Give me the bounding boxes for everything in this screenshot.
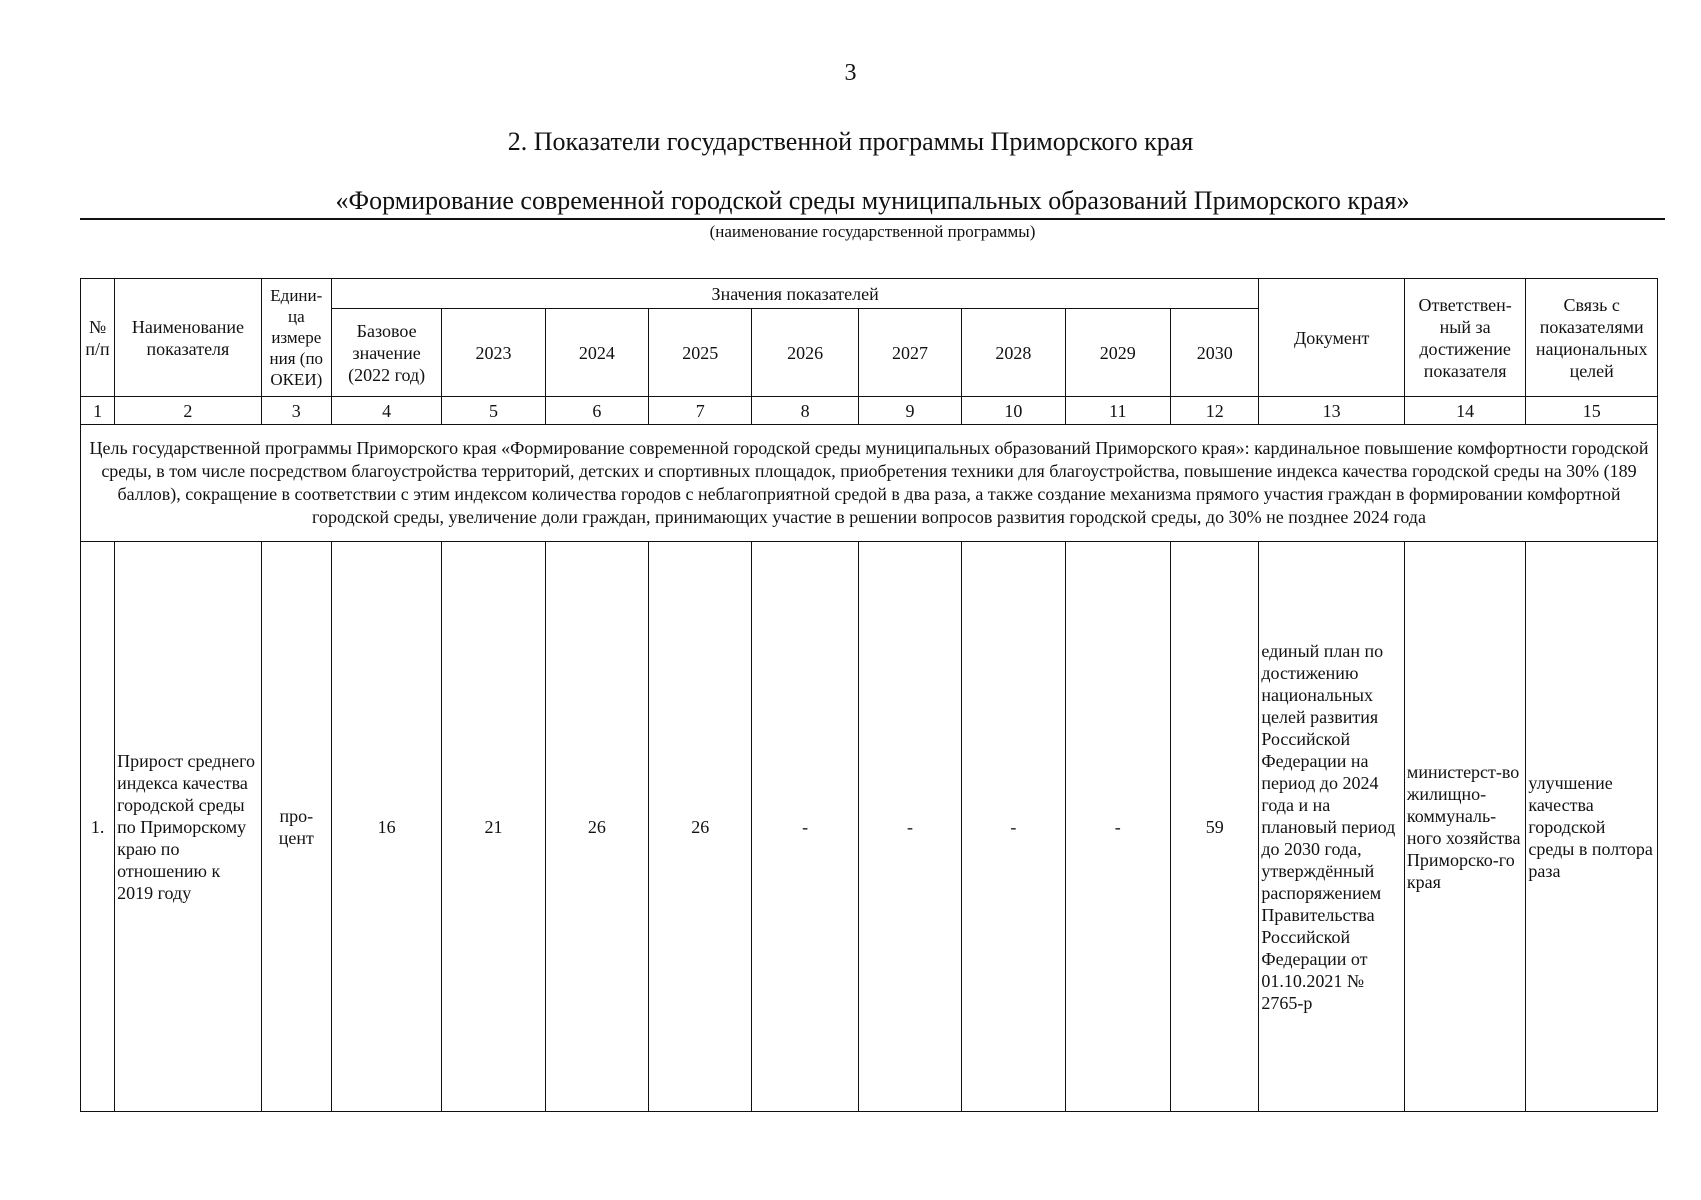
base-value: 16 <box>331 542 441 1112</box>
document-cell: единый план по достижению национальных целей развития Российской Федерации на период до 2024 года и на плановый период до 2030 года, утверждённый распоряжением Правительства Российской Федерации от 01.10.2021 № 2765-р <box>1259 542 1405 1112</box>
year-value: - <box>752 542 858 1112</box>
national-goal-link: улучшение качества городской среды в полтора раза <box>1526 542 1658 1112</box>
header-responsible: Ответствен-ный за достижение показателя <box>1404 279 1525 397</box>
header-num: № п/п <box>81 279 115 397</box>
header-link: Связь с показателями национальных целей <box>1526 279 1658 397</box>
header-year: 2026 <box>752 309 858 397</box>
column-number: 6 <box>545 397 648 425</box>
header-year: 2024 <box>545 309 648 397</box>
column-number: 2 <box>115 397 262 425</box>
header-name: Наименование показателя <box>115 279 262 397</box>
column-number: 3 <box>261 397 331 425</box>
responsible-cell: министерст-во жилищно-коммуналь-ного хозяйства Приморско-го края <box>1404 542 1525 1112</box>
column-number: 5 <box>442 397 545 425</box>
header-year: 2025 <box>649 309 752 397</box>
header-year: 2027 <box>858 309 961 397</box>
header-year: 2030 <box>1170 309 1258 397</box>
program-caption: (наименование государственной программы) <box>709 222 1036 241</box>
header-base: Базовое значение (2022 год) <box>331 309 441 397</box>
row-num: 1. <box>81 542 115 1112</box>
header-year: 2029 <box>1065 309 1170 397</box>
year-value: 59 <box>1170 542 1258 1112</box>
column-number: 1 <box>81 397 115 425</box>
year-value: 26 <box>545 542 648 1112</box>
program-goal: Цель государственной программы Приморского края «Формирование современной городской среды муниципальных образований Приморского края»: кардинальное повышение комфортности городской среды, в том числе посредством благоустройства территорий, детских и спортивных площадок, приобретения техники для благоустройства, повышение индекса качества городской среды на 30% (189 баллов), сокращение в соответствии с этим индексом количества городов с неблагоприятной средой в два раза, а также создание механизма прямого участия граждан в формировании комфортной городской среды, увеличение доли граждан, принимающих участие в решении вопросов развития городской среды, до 30% не позднее 2024 года <box>81 425 1658 542</box>
column-number: 11 <box>1065 397 1170 425</box>
year-value: 26 <box>649 542 752 1112</box>
header-unit: Едини-ца измере ния (по ОКЕИ) <box>261 279 331 397</box>
year-value: - <box>962 542 1065 1112</box>
year-value: 21 <box>442 542 545 1112</box>
header-year: 2028 <box>962 309 1065 397</box>
column-number: 13 <box>1259 397 1405 425</box>
year-value: - <box>1065 542 1170 1112</box>
table-row <box>81 542 1658 1112</box>
goal-row <box>81 425 1658 542</box>
header-year: 2023 <box>442 309 545 397</box>
column-number: 9 <box>858 397 961 425</box>
column-number: 14 <box>1404 397 1525 425</box>
header-row <box>81 279 1658 309</box>
column-number: 7 <box>649 397 752 425</box>
header-values-group: Значения показателей <box>331 279 1258 309</box>
column-number: 12 <box>1170 397 1258 425</box>
indicator-unit: про-цент <box>261 542 331 1112</box>
column-number: 10 <box>962 397 1065 425</box>
column-number-row <box>81 397 1658 425</box>
section-heading: 2. Показатели государственной программы Приморского края <box>507 127 1194 156</box>
indicators-table <box>80 278 1658 1112</box>
program-title: «Формирование современной городской среды муниципальных образований Приморского края» <box>80 186 1665 220</box>
column-number: 8 <box>752 397 858 425</box>
column-number: 15 <box>1526 397 1658 425</box>
page-number: 3 <box>844 60 857 86</box>
indicator-name: Прирост среднего индекса качества городской среды по Приморскому краю по отношению к 2019 году <box>115 542 262 1112</box>
column-number: 4 <box>331 397 441 425</box>
header-document: Документ <box>1259 279 1405 397</box>
year-value: - <box>858 542 961 1112</box>
